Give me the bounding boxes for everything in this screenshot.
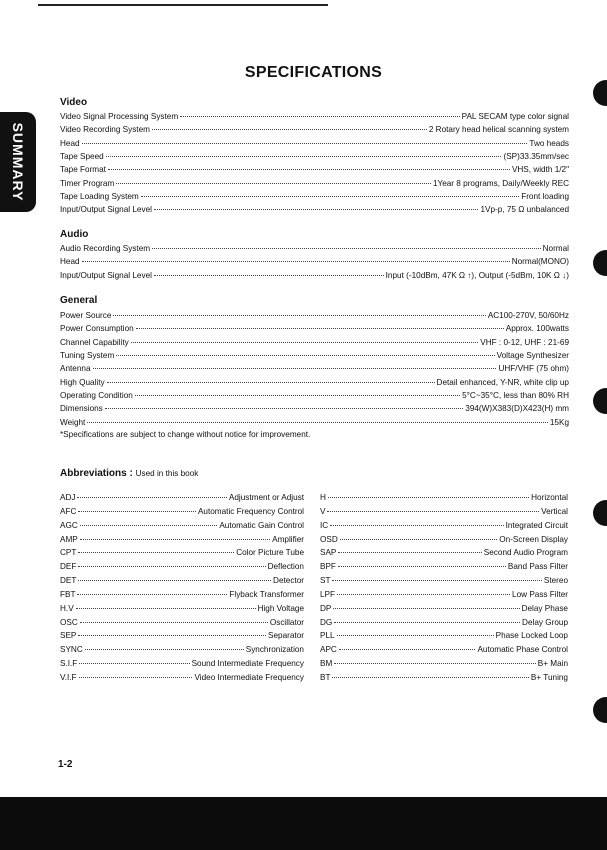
spec-row-label: Dimensions [60, 404, 103, 414]
audio-spec-list [60, 242, 569, 282]
abbreviation-row-label: IC [320, 520, 329, 530]
spec-row-label: Antenna [60, 364, 91, 374]
spec-row-value: 394(W)X383(D)X423(H) mm [465, 404, 569, 414]
abbreviation-row-label: BPF [320, 562, 336, 572]
spec-row-label: Operating Condition [60, 391, 133, 401]
page-title: SPECIFICATIONS [244, 64, 383, 81]
binding-hole-3 [593, 388, 607, 414]
dot-leader [82, 143, 528, 144]
bottom-bar [0, 797, 607, 850]
binding-hole-1 [593, 80, 607, 106]
dot-leader [79, 663, 189, 664]
dot-leader [77, 497, 226, 498]
abbreviation-row-label: APC [320, 645, 337, 655]
abbreviation-row [320, 519, 568, 533]
dot-leader [78, 511, 196, 512]
abbreviation-row-value: Horizontal [531, 493, 568, 502]
abbreviation-row-value: Automatic Frequency Control [197, 506, 304, 516]
spec-row-value: (SP)33.35mm/sec [503, 152, 569, 162]
side-tab-label: SUMMARY [10, 122, 26, 202]
abbreviation-row [60, 629, 304, 643]
spec-row-value: 5°C~35°C, less than 80% RH [462, 391, 569, 401]
spec-row-label: Weight [60, 417, 86, 427]
abbreviation-row-value: Delay Phase [521, 603, 568, 613]
spec-row-value: Input (-10dBm, 47K Ω ↑), Output (-5dBm, 10K Ω ↓) [385, 270, 569, 280]
abbreviation-row [320, 671, 568, 685]
abbreviation-row-label: V.I.F [60, 672, 77, 682]
spec-row [60, 203, 569, 216]
dot-leader [105, 408, 463, 409]
dot-leader [340, 539, 498, 540]
spec-row-value: VHS, width 1/2" [511, 165, 569, 175]
spec-row-value: 1Vp-p, 75 Ω unbalanced [480, 205, 569, 215]
abbreviation-row-label: AFC [60, 506, 77, 516]
dot-leader [78, 566, 265, 567]
abbreviation-row [320, 560, 568, 574]
dot-leader [106, 156, 502, 157]
spec-row [60, 336, 569, 349]
abbreviation-row-value: Low Pass Filter [512, 589, 568, 599]
abbreviation-row-label: DP [320, 603, 332, 613]
abbreviation-row [320, 629, 568, 643]
spec-row [60, 150, 569, 163]
spec-row-label: Power Source [60, 311, 112, 320]
dot-leader [80, 622, 268, 623]
abbreviation-row-value: Second Audio Program [483, 548, 568, 558]
abbreviation-row-label: H [320, 493, 326, 502]
top-rule [38, 4, 328, 6]
abbreviation-row-value: Automatic Gain Control [219, 520, 304, 530]
abbreviation-row-value: B+ Tuning [530, 672, 568, 682]
dot-leader [85, 649, 244, 650]
spec-row-label: Tuning System [60, 351, 115, 361]
dot-leader [328, 497, 529, 498]
spec-row [60, 123, 569, 136]
dot-leader [135, 395, 460, 396]
dot-leader [152, 129, 427, 130]
abbreviation-row-value: Separator [268, 631, 304, 641]
abbreviation-row [60, 574, 304, 588]
abbreviation-row-label: ADJ [60, 493, 76, 502]
dot-leader [79, 677, 193, 678]
abbreviation-row-value: Video Intermediate Frequency [194, 672, 304, 682]
abbreviation-row-label: S.I.F [60, 659, 78, 669]
dot-leader [334, 663, 535, 664]
abbreviation-row-value: Flyback Transformer [229, 589, 304, 599]
abbreviations-subtitle: Used in this book [135, 469, 199, 478]
abbreviation-row-value: Phase Locked Loop [495, 631, 568, 641]
abbreviations-title: Abbreviations : [60, 468, 133, 479]
abbreviation-row-value: Automatic Phase Control [477, 645, 568, 655]
abbreviation-row-label: OSC [60, 617, 78, 627]
spec-row [60, 269, 569, 282]
spec-row-label: Head [60, 257, 80, 267]
dot-leader [333, 608, 519, 609]
abbreviation-row-label: AMP [60, 534, 78, 544]
spec-row-value: VHF : 0-12, UHF : 21-69 [480, 337, 569, 347]
dot-leader [93, 368, 497, 369]
dot-leader [334, 622, 520, 623]
abbreviation-row-value: Color Picture Tube [236, 548, 304, 558]
abbreviation-row-value: B+ Main [537, 659, 568, 669]
dot-leader [338, 552, 481, 553]
spec-row [60, 163, 569, 176]
general-heading: General [60, 295, 98, 306]
dot-leader [78, 635, 266, 636]
abbreviation-row-value: High Voltage [257, 603, 304, 613]
dot-leader [80, 525, 218, 526]
abbreviation-row [320, 491, 568, 505]
abbreviation-row-value: Detector [273, 576, 304, 586]
abbreviation-row [60, 602, 304, 616]
spec-row-label: Video Recording System [60, 125, 150, 135]
dot-leader [332, 580, 541, 581]
dot-leader [136, 328, 504, 329]
spec-row-label: Input/Output Signal Level [60, 270, 152, 280]
abbreviation-row-value: Vertical [541, 506, 568, 516]
abbreviation-row-value: Synchronization [245, 645, 304, 655]
video-spec-list [60, 110, 569, 217]
abbreviation-row [60, 616, 304, 630]
dot-leader [332, 677, 528, 678]
abbreviation-row [60, 519, 304, 533]
dot-leader [327, 511, 539, 512]
spec-row-value: 1Year 8 programs, Daily/Weekly REC [432, 178, 569, 188]
spec-row-value: Detail enhanced, Y-NR, white clip up [436, 377, 569, 387]
abbreviation-row [60, 533, 304, 547]
abbreviation-row-label: FBT [60, 589, 76, 599]
dot-leader [338, 566, 506, 567]
dot-leader [330, 525, 503, 526]
abbreviation-row-value: On-Screen Display [499, 534, 568, 544]
abbreviation-row [60, 560, 304, 574]
abbreviation-row [320, 546, 568, 560]
dot-leader [80, 539, 270, 540]
spec-row [60, 416, 569, 429]
spec-row-label: Tape Loading System [60, 192, 139, 202]
abbreviation-row [320, 616, 568, 630]
dot-leader [337, 635, 494, 636]
dot-leader [131, 342, 479, 343]
spec-row [60, 309, 569, 322]
dot-leader [116, 183, 431, 184]
spec-row-value: AC100-270V, 50/60Hz [487, 311, 569, 320]
dot-leader [339, 649, 476, 650]
abbreviation-row [60, 491, 304, 505]
abbreviation-row-value: Delay Group [522, 617, 568, 627]
dot-leader [87, 422, 548, 423]
spec-row [60, 402, 569, 415]
spec-row-label: High Quality [60, 377, 105, 387]
dot-leader [154, 209, 479, 210]
spec-row-value: UHF/VHF (75 ohm) [498, 364, 569, 374]
abbreviation-row-value: Amplifier [272, 534, 304, 544]
dot-leader [154, 275, 384, 276]
abbreviation-row-value: Deflection [267, 562, 304, 572]
spec-row [60, 376, 569, 389]
abbreviations-heading [60, 468, 198, 479]
abbreviations-left-column [60, 491, 304, 685]
abbreviation-row-value: Integrated Circuit [505, 520, 568, 530]
dot-leader [78, 552, 234, 553]
dot-leader [152, 248, 541, 249]
abbreviation-row [320, 657, 568, 671]
spec-row-label: Tape Speed [60, 152, 104, 162]
spec-row-value: 15Kg [549, 417, 569, 427]
spec-row [60, 389, 569, 402]
spec-row-value: Front loading [521, 192, 569, 202]
spec-row [60, 137, 569, 150]
spec-row-label: Head [60, 138, 80, 148]
abbreviation-row-label: CPT [60, 548, 77, 558]
spec-row [60, 177, 569, 190]
spec-row-label: Power Consumption [60, 324, 134, 334]
binding-hole-2 [593, 250, 607, 276]
abbreviation-row [320, 588, 568, 602]
spec-row [60, 322, 569, 335]
spec-row [60, 255, 569, 268]
binding-hole-4 [593, 500, 607, 526]
abbreviation-row-label: LPF [320, 589, 336, 599]
spec-row-value: PAL SECAM type color signal [461, 112, 569, 121]
spec-row-label: Video Signal Processing System [60, 112, 179, 121]
spec-row-value: Approx. 100watts [505, 324, 569, 334]
dot-leader [77, 594, 227, 595]
spec-row [60, 110, 569, 123]
abbreviation-row-label: ST [320, 576, 331, 586]
spec-row-label: Timer Program [60, 178, 115, 188]
abbreviation-row-value: Sound Intermediate Frequency [191, 659, 304, 669]
general-spec-list [60, 309, 569, 429]
dot-leader [107, 382, 435, 383]
dot-leader [108, 169, 510, 170]
abbreviation-row [60, 643, 304, 657]
abbreviation-row-label: SAP [320, 548, 337, 558]
abbreviation-row-value: Stereo [543, 576, 568, 586]
dot-leader [116, 355, 494, 356]
spec-row-label: Input/Output Signal Level [60, 205, 152, 215]
spec-row [60, 362, 569, 375]
abbreviation-row-value: Oscillator [269, 617, 304, 627]
abbreviation-row-label: BT [320, 672, 331, 682]
video-heading: Video [60, 97, 88, 108]
spec-row-label: Audio Recording System [60, 244, 151, 253]
abbreviations-right-column [320, 491, 568, 685]
abbreviation-row [320, 533, 568, 547]
spec-row-value: Two heads [529, 138, 569, 148]
abbreviation-row [60, 671, 304, 685]
spec-row [60, 190, 569, 203]
spec-row-value: 2 Rotary head helical scanning system [428, 125, 569, 135]
abbreviation-row-label: V [320, 506, 326, 516]
abbreviation-row-label: AGC [60, 520, 78, 530]
dot-leader [113, 315, 485, 316]
page-number: 1-2 [58, 759, 73, 770]
abbreviation-row [320, 643, 568, 657]
dot-leader [82, 261, 510, 262]
abbreviation-row-label: PLL [320, 631, 335, 641]
abbreviation-row [320, 602, 568, 616]
abbreviation-row-label: SYNC [60, 645, 83, 655]
abbreviation-row [60, 657, 304, 671]
abbreviation-row [60, 588, 304, 602]
spec-row [60, 242, 569, 255]
abbreviation-row-label: DG [320, 617, 333, 627]
spec-row-value: Normal [542, 244, 569, 253]
abbreviation-row-label: DEF [60, 562, 77, 572]
spec-row-value: Normal(MONO) [511, 257, 569, 267]
abbreviation-row-value: Adjustment or Adjust [228, 493, 304, 502]
spec-row-value: Voltage Synthesizer [496, 351, 569, 361]
side-tab [0, 112, 36, 212]
spec-row [60, 349, 569, 362]
abbreviation-row-label: DET [60, 576, 77, 586]
spec-row-label: Tape Format [60, 165, 106, 175]
abbreviation-row-value: Band Pass Filter [507, 562, 568, 572]
abbreviation-row [320, 574, 568, 588]
abbreviation-row-label: SEP [60, 631, 77, 641]
abbreviation-row [320, 505, 568, 519]
dot-leader [180, 116, 459, 117]
abbreviation-row-label: BM [320, 659, 333, 669]
abbreviation-row [60, 505, 304, 519]
binding-hole-5 [593, 697, 607, 723]
audio-heading: Audio [60, 229, 89, 240]
specification-note: *Specifications are subject to change without notice for improvement. [60, 430, 311, 439]
dot-leader [337, 594, 510, 595]
spec-row-label: Channel Capability [60, 337, 129, 347]
abbreviation-row [60, 546, 304, 560]
dot-leader [78, 580, 271, 581]
dot-leader [141, 196, 519, 197]
abbreviation-row-label: OSD [320, 534, 338, 544]
abbreviation-row-label: H.V [60, 603, 74, 613]
dot-leader [76, 608, 256, 609]
